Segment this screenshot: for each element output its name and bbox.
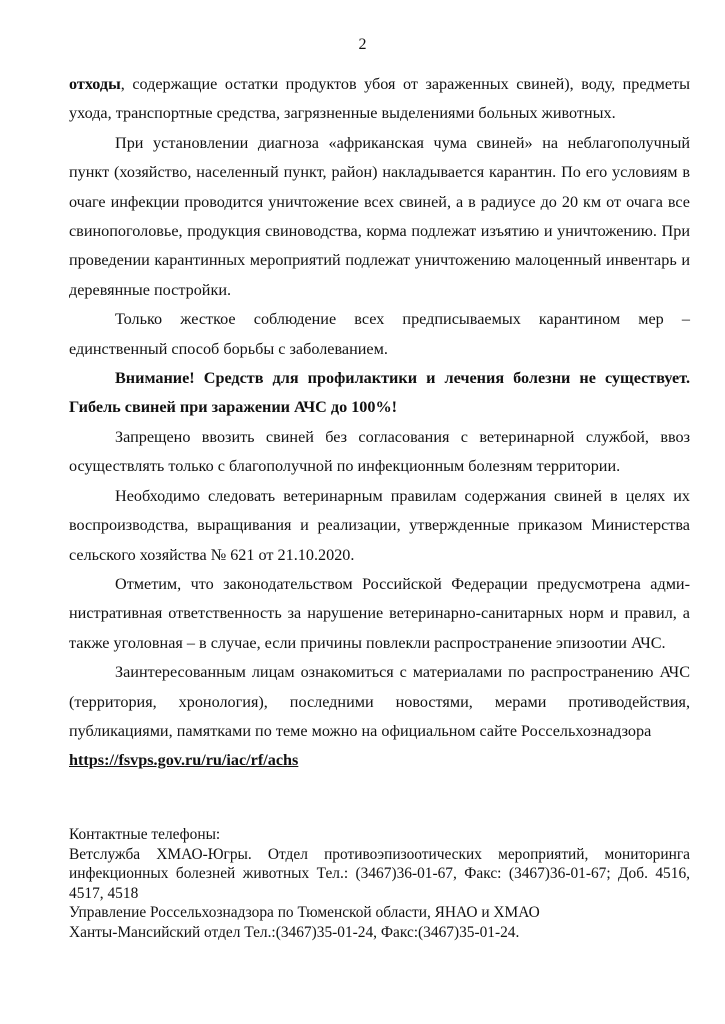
paragraph-text: , содержащие остатки продуктов убоя от зараженных свиней), воду, предметы ухода, транспортные средства, загрязненные выделениями больных животных. [69,75,690,123]
rsn-website-link[interactable]: https://fsvps.gov.ru/ru/iac/rf/achs [69,751,299,770]
warning-text: Внимание! Средств для профилактики и лечения болезни не существует. Гибель свиней при заражении АЧС до 100%! [69,369,690,417]
paragraph-warning [69,364,690,423]
contact-vet-service: Ветслужба ХМАО-Югры. Отдел противоэпизоотических мероприятий, мониторинга инфекционных болезней животных Тел.: (3467)36-01-67, Факс: (3467)36-01-67; Доб. 4516, 4517, 4518 [69,845,690,902]
page-number: 2 [358,36,367,53]
contacts-block [69,825,690,943]
bold-term: отходы [69,75,121,93]
document-body [69,70,690,776]
contact-rsn-line2: Ханты-Мансийский отдел Тел.:(3467)35-01-24, Факс:(3467)35-01-24. [69,923,520,941]
paragraph-quarantine: При установлении диагноза «африканская чума свиней» на неблагополучный пункт (хозяйство, населенный пункт, район) накладывается карантин. По его условиям в очаге инфекции проводится уничтожение всех свиней, а в радиусе до 20 км от очага все свинопоголовье, продукция свиноводства, корма подлежат изъятию и уничтожению. При проведении карантинных мероприятий подлежат уничтожению малоценный инвентарь и деревянные постройки. [69,133,690,299]
paragraph-vet-rules: Необходимо следовать ветеринарным правилам содержания свиней в целях их воспроизводства, выращивания и реализации, утвержденные приказом Министерства сельского хозяйства № 621 от 21.10.2020. [69,486,690,564]
paragraph-measures: Только жесткое соблюдение всех предписываемых карантином мер – единственный способ борьбы с заболеванием. [69,310,690,358]
link-paragraph [69,746,690,775]
paragraph-import-ban: Запрещено ввозить свиней без согласования с ветеринарной службой, ввоз осуществлять только с благополучной по инфекционным болезням территории. [69,427,690,476]
contacts-heading: Контактные телефоны: [69,826,221,843]
paragraph-waste [69,70,690,129]
paragraph-info: Заинтересованным лицам ознакомиться с материалами по распространению АЧС (территория, хронология), последними новостями, мерами противодействия, публикациями, памятками по теме можно на официальном сайте Россельхознадзора [69,663,690,740]
paragraph-liability: Отметим, что законодательством Российской Федерации предусмотрена административная ответственность за нарушение ветеринарно-санитарных норм и правил, а также уголовная – в случае, если причины повлекли распространение эпизоотии АЧС. [69,574,690,652]
contact-rsn-line1: Управление Россельхознадзора по Тюменской области, ЯНАО и ХМАО [69,904,540,922]
